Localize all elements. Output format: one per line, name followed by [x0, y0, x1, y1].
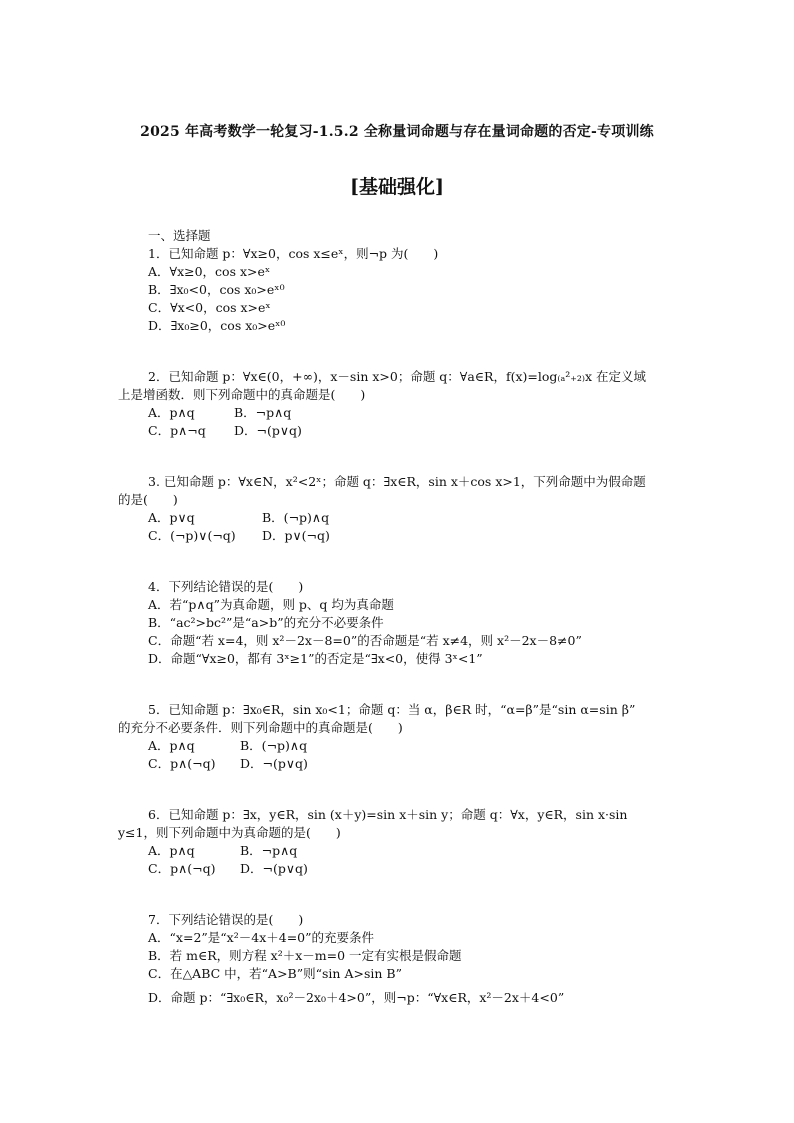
question-2-stem-cont: 上是增函数．则下列命题中的真命题是( ) [118, 387, 366, 402]
question-4-option-b: B．“ac²>bc²”是“a>b”的充分不必要条件 [148, 615, 384, 630]
question-6-option-d: D．¬(p∨q) [240, 861, 308, 876]
question-3-option-d: D．p∨(¬q) [262, 528, 330, 543]
question-6-stem: 6．已知命题 p：∃x，y∈R，sin (x＋y)=sin x＋sin y；命题 q：∀x，y∈R，sin x·sin [148, 807, 628, 822]
question-7-option-d: D．命题 p：“∃x₀∈R，x₀²－2x₀＋4>0”，则¬p：“∀x∈R，x²－2x＋4<0” [148, 990, 565, 1005]
question-5-option-a: A．p∧q [148, 738, 195, 753]
question-5-option-d: D．¬(p∨q) [240, 756, 308, 771]
question-3-stem-cont: 的是( ) [118, 492, 178, 507]
question-2-option-b: B．¬p∧q [234, 405, 292, 420]
question-7-option-c: C．在△ABC 中，若“A>B”则“sin A>sin B” [148, 966, 402, 981]
question-7-option-a: A．“x=2”是“x²－4x＋4=0”的充要条件 [148, 930, 375, 945]
question-7-stem: 7．下列结论错误的是( ) [148, 912, 304, 927]
question-7-option-b: B．若 m∈R，则方程 x²＋x－m=0 一定有实根是假命题 [148, 948, 462, 963]
question-6-stem-cont: y≤1，则下列命题中为真命题的是( ) [118, 825, 341, 840]
question-2-option-d: D．¬(p∨q) [234, 423, 302, 438]
question-2-stem: 2．已知命题 p：∀x∈(0，+∞)，x－sin x>0；命题 q：∀a∈R，f(x)=log₍ₐ²₊₂₎x 在定义域 [148, 369, 646, 384]
question-3-stem: 3. 已知命题 p：∀x∈N，x²<2ˣ；命题 q：∃x∈R，sin x＋cos x>1，下列命题中为假命题 [148, 474, 646, 489]
question-3-option-c: C．(¬p)∨(¬q) [148, 528, 236, 543]
section-title: [基础强化] [350, 176, 444, 198]
page-title: 2025 年高考数学一轮复习-1.5.2 全称量词命题与存在量词命题的否定-专项训练 [140, 124, 654, 140]
question-5-stem: 5．已知命题 p：∃x₀∈R，sin x₀<1；命题 q：当 α，β∈R 时，“α=β”是“sin α=sin β” [148, 702, 636, 717]
question-3-option-a: A．p∨q [148, 510, 195, 525]
question-1-option-d: D．∃x₀≥0，cos x₀>eˣ⁰ [148, 318, 286, 333]
question-1-stem: 1．已知命题 p：∀x≥0，cos x≤eˣ，则¬p 为( ) [148, 246, 439, 261]
question-1-option-c: C．∀x<0，cos x>eˣ [148, 300, 271, 315]
question-5-stem-cont: 的充分不必要条件．则下列命题中的真命题是( ) [118, 720, 403, 735]
part-heading: 一、选择题 [148, 228, 211, 243]
question-1-option-b: B．∃x₀<0，cos x₀>eˣ⁰ [148, 282, 285, 297]
question-5-option-b: B．(¬p)∧q [240, 738, 308, 753]
question-2-option-a: A．p∧q [148, 405, 195, 420]
question-4-option-c: C．命题“若 x=4，则 x²－2x－8=0”的否命题是“若 x≠4，则 x²－2x－8≠0” [148, 633, 582, 648]
question-3-option-b: B．(¬p)∧q [262, 510, 330, 525]
question-6-option-b: B．¬p∧q [240, 843, 298, 858]
question-6-option-a: A．p∧q [148, 843, 195, 858]
question-4-stem: 4．下列结论错误的是( ) [148, 579, 304, 594]
question-2-option-c: C．p∧¬q [148, 423, 206, 438]
question-1-option-a: A．∀x≥0，cos x>eˣ [148, 264, 271, 279]
question-5-option-c: C．p∧(¬q) [148, 756, 216, 771]
question-6-option-c: C．p∧(¬q) [148, 861, 216, 876]
question-4-option-a: A．若“p∧q”为真命题，则 p、q 均为真命题 [148, 597, 394, 612]
question-4-option-d: D．命题“∀x≥0，都有 3ˣ≥1”的否定是“∃x<0，使得 3ˣ<1” [148, 651, 483, 666]
